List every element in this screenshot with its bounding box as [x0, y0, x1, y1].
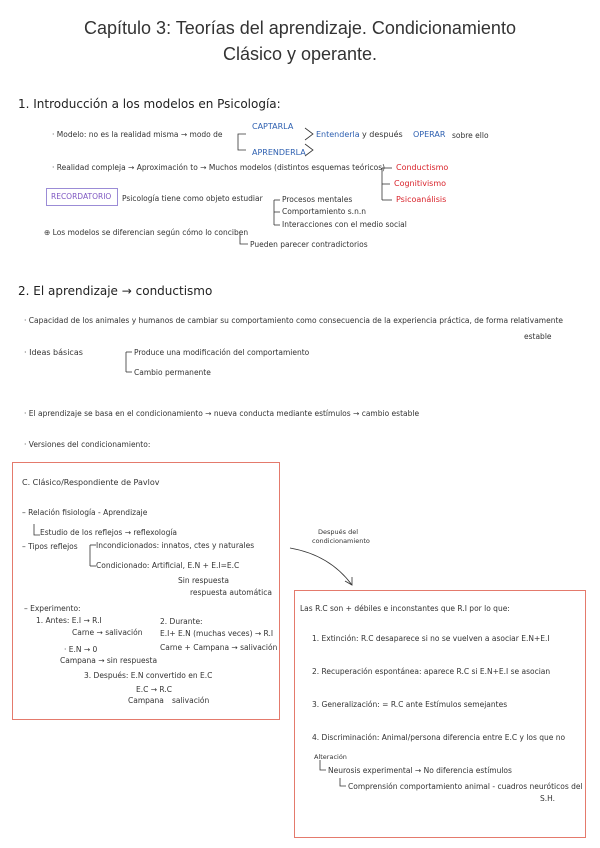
- page-title-line1: Capítulo 3: Teorías del aprendizaje. Condicionamiento: [84, 18, 516, 38]
- conductismo-label: Conductismo: [396, 163, 449, 172]
- cognitivismo-label: Cognitivismo: [394, 179, 447, 188]
- generalizacion-item: 3. Generalización: = R.C ante Estímulos semejantes: [312, 700, 508, 709]
- aprenderla-label: APRENDERLA: [252, 148, 306, 157]
- versiones-text: · Versiones del condicionamiento:: [24, 440, 151, 449]
- sh-text: S.H.: [540, 794, 556, 803]
- despues-text: 3. Después: E.N convertido en E.C: [84, 671, 213, 680]
- interacciones-text: Interacciones con el medio social: [282, 220, 407, 229]
- condicionado-text: Condicionado: Artificial, E.N + E.I=E.C: [96, 561, 240, 570]
- contradictorios-text: Pueden parecer contradictorios: [250, 240, 368, 249]
- capacidad-text: · Capacidad de los animales y humanos de cambiar su comportamiento como consecuencia de la experiencia práctica, de forma relativamente: [24, 316, 564, 325]
- antes-text: 1. Antes: E.I → R.I: [36, 616, 102, 625]
- estudio-text: Estudio de los reflejos → reflexología: [40, 528, 178, 537]
- section-2-heading: 2. El aprendizaje → conductismo: [18, 284, 213, 298]
- ec-rc-text: E.C → R.C: [136, 685, 172, 694]
- ideas-basicas: · Ideas básicas: [24, 348, 83, 357]
- produce-text: Produce una modificación del comportamiento: [134, 348, 310, 357]
- entenderla-label: Entenderla: [316, 130, 360, 139]
- sobre-ello-text: sobre ello: [452, 131, 489, 140]
- arrow-note-line1: Después del: [318, 528, 359, 536]
- section-1-heading: 1. Introducción a los modelos en Psicología:: [18, 97, 281, 111]
- extincion-item: 1. Extinción: R.C desaparece si no se vuelven a asociar E.N+E.I: [312, 634, 550, 643]
- durante-text: 2. Durante:: [160, 617, 203, 626]
- campana-label: Campana: [128, 696, 164, 705]
- sin-respuesta-text: Sin respuesta: [178, 576, 229, 585]
- procesos-mentales: Procesos mentales: [282, 195, 353, 204]
- incondicionados-text: Incondicionados: innatos, ctes y naturales: [96, 541, 255, 550]
- page-title-line2: Clásico y operante.: [222, 44, 378, 64]
- y-despues-text: y después: [362, 130, 403, 139]
- ei-en-text: E.I+ E.N (muchas veces) → R.I: [160, 629, 274, 638]
- captarla-label: CAPTARLA: [252, 122, 294, 131]
- comportamiento-text: Comportamiento s.n.n: [282, 207, 366, 216]
- arrow-note-line2: condicionamiento: [312, 537, 370, 545]
- en-o-text: · E.N → 0: [64, 645, 98, 654]
- psicologia-text: Psicología tiene como objeto estudiar: [122, 194, 263, 203]
- comprension-text: Comprensión comportamiento animal - cuadros neuróticos del: [348, 782, 583, 791]
- psicoanalisis-label: Psicoanálisis: [396, 195, 447, 204]
- alteracion-text: Alteración: [314, 753, 347, 761]
- operar-label: OPERAR: [413, 130, 446, 139]
- salivacion-label: salivación: [172, 696, 210, 705]
- campana-sin-respuesta: Campana → sin respuesta: [60, 656, 158, 665]
- cambio-permanente: Cambio permanente: [134, 368, 211, 377]
- carne-campana-text: Carne + Campana → salivación: [160, 643, 278, 652]
- carne-salivacion: Carne → salivación: [72, 628, 143, 637]
- relacion-text: – Relación fisiología - Aprendizaje: [22, 508, 148, 517]
- experimento-text: – Experimento:: [24, 604, 81, 613]
- estable-text: estable: [524, 332, 552, 341]
- modelos-diferencian-text: ⊕ Los modelos se diferencian según cómo lo conciben: [44, 228, 249, 237]
- recuperacion-item: 2. Recuperación espontánea: aparece R.C si E.N+E.I se asocian: [312, 667, 551, 676]
- modelo-text: · Modelo: no es la realidad misma → modo de: [52, 130, 223, 139]
- neurosis-text: Neurosis experimental → No diferencia estímulos: [328, 766, 512, 775]
- realidad-text: · Realidad compleja → Aproximación to → Muchos modelos (distintos esquemas teóricos): [52, 163, 386, 172]
- aprendizaje-basa-text: · El aprendizaje se basa en el condicionamiento → nueva conducta mediante estímulos → cambio estable: [24, 409, 420, 418]
- recordatorio-box: [46, 188, 118, 206]
- respuesta-automatica-text: respuesta automática: [190, 588, 272, 597]
- discriminacion-item: 4. Discriminación: Animal/persona diferencia entre E.C y los que no: [312, 733, 566, 742]
- pavlov-title: C. Clásico/Respondiente de Pavlov: [22, 478, 160, 487]
- recordatorio-label: RECORDATORIO: [51, 192, 112, 201]
- tipos-reflejos: – Tipos reflejos: [22, 542, 78, 551]
- box2-intro: Las R.C son + débiles e inconstantes que R.I por lo que:: [300, 604, 510, 613]
